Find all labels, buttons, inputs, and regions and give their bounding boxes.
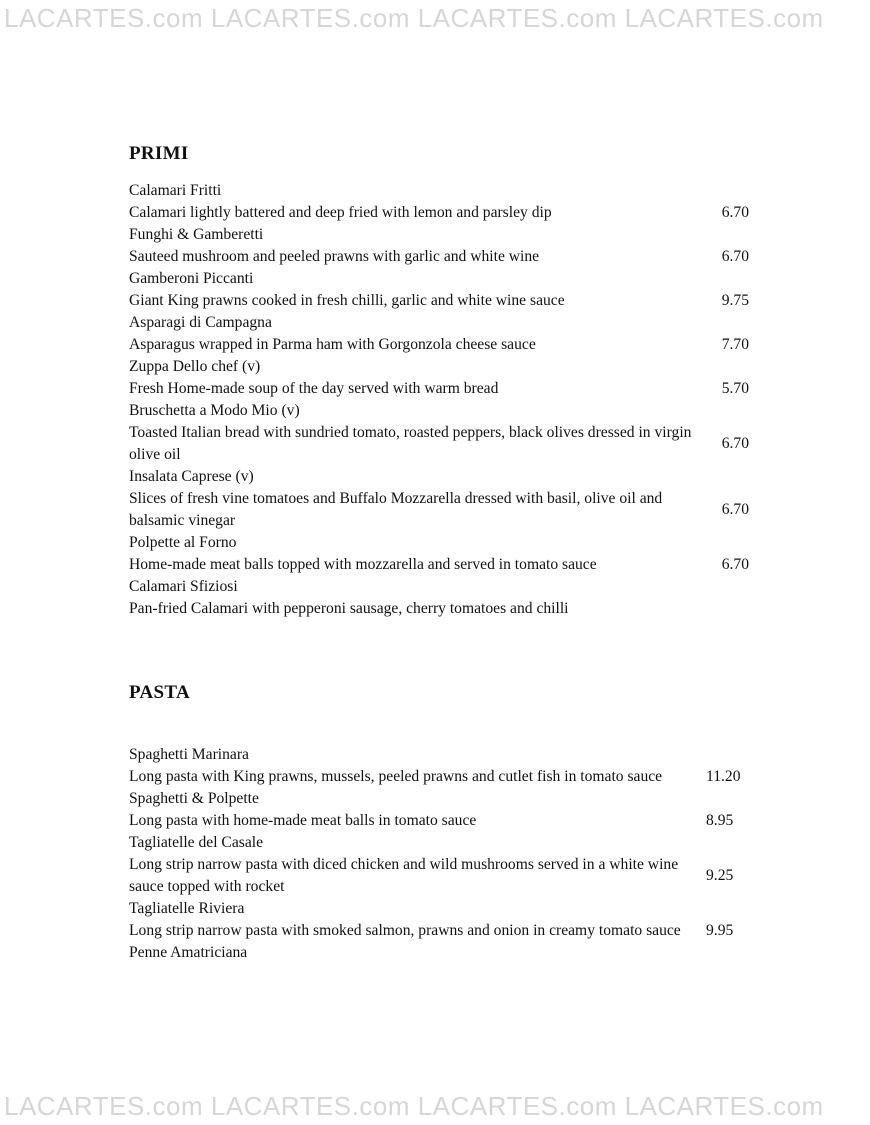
menu-item-name: Zuppa Dello chef (v)	[129, 358, 261, 375]
menu-item-description: Giant King prawns cooked in fresh chilli, garlic and white wine sauce	[129, 292, 565, 309]
menu-item-description: Asparagus wrapped in Parma ham with Gorgonzola cheese sauce	[129, 336, 536, 353]
menu-item-detail-row	[129, 854, 749, 898]
menu-item	[129, 576, 749, 620]
menu-item-detail-row	[129, 334, 749, 356]
menu-item	[129, 832, 749, 898]
menu-item-detail-row	[129, 766, 749, 788]
menu-item	[129, 224, 749, 268]
menu-item-description: Sauteed mushroom and peeled prawns with garlic and white wine	[129, 248, 540, 265]
menu-item-name: Penne Amatriciana	[129, 944, 248, 961]
menu-item	[129, 312, 749, 356]
menu-item-description: Long strip narrow pasta with diced chicken and wild mushrooms served in a white wine sauce topped with rocket	[129, 856, 679, 895]
menu-item-name: Gamberoni Piccanti	[129, 270, 254, 287]
menu-item	[129, 466, 749, 532]
menu-item-price: 9.95	[706, 922, 734, 939]
menu-item-description: Fresh Home-made soup of the day served with warm bread	[129, 380, 499, 397]
menu-item-price: 5.70	[721, 380, 749, 397]
menu-item-price: 6.70	[721, 501, 749, 518]
menu-item	[129, 744, 749, 788]
menu-list-pasta	[129, 744, 749, 964]
menu-item	[129, 180, 749, 224]
watermark-bottom: LACARTES.com LACARTES.com LACARTES.com LACARTES.com	[4, 1091, 824, 1121]
menu-item-detail-row	[129, 598, 749, 620]
watermark-top: LACARTES.com LACARTES.com LACARTES.com LACARTES.com	[4, 3, 824, 33]
menu-item-price: 9.25	[706, 867, 734, 884]
menu-item-detail-row	[129, 554, 749, 576]
menu-item	[129, 532, 749, 576]
menu-item	[129, 788, 749, 832]
menu-item-name: Polpette al Forno	[129, 534, 237, 551]
menu-item-price: 6.70	[721, 204, 749, 221]
menu-item-detail-row	[129, 202, 749, 224]
menu-item-detail-row	[129, 378, 749, 400]
menu-item-name: Asparagi di Campagna	[129, 314, 272, 331]
section-title-primi: PRIMI	[129, 143, 189, 164]
menu-item-name: Insalata Caprese (v)	[129, 468, 254, 485]
menu-item-description: Calamari lightly battered and deep fried with lemon and parsley dip	[129, 204, 552, 221]
menu-item-price: 6.70	[721, 556, 749, 573]
menu-item-price: 6.70	[721, 435, 749, 452]
menu-item-name: Spaghetti Marinara	[129, 746, 249, 763]
menu-item-description: Long strip narrow pasta with smoked salmon, prawns and onion in creamy tomato sauce	[129, 922, 681, 939]
menu-item-name: Spaghetti & Polpette	[129, 790, 259, 807]
menu-list-primi	[129, 180, 749, 620]
menu-item-description: Toasted Italian bread with sundried tomato, roasted peppers, black olives dressed in virgin olive oil	[129, 424, 692, 463]
menu-item-description: Home-made meat balls topped with mozzarella and served in tomato sauce	[129, 556, 597, 573]
menu-item-price: 9.75	[721, 292, 749, 309]
menu-item-description: Slices of fresh vine tomatoes and Buffalo Mozzarella dressed with basil, olive oil and balsamic vinegar	[129, 490, 663, 529]
menu-item-detail-row	[129, 920, 749, 942]
menu-item-detail-row	[129, 422, 749, 466]
menu-item-description: Pan-fried Calamari with pepperoni sausage, cherry tomatoes and chilli	[129, 600, 569, 617]
menu-item-detail-row	[129, 488, 749, 532]
menu-item-price: 8.95	[706, 812, 734, 829]
menu-item	[129, 942, 749, 964]
menu-item-description: Long pasta with home-made meat balls in tomato sauce	[129, 812, 477, 829]
menu-item-detail-row	[129, 246, 749, 268]
menu-item-name: Calamari Sfiziosi	[129, 578, 238, 595]
menu-item-detail-row	[129, 810, 749, 832]
menu-item	[129, 268, 749, 312]
menu-item-name: Calamari Fritti	[129, 182, 222, 199]
menu-item-price: 7.70	[721, 336, 749, 353]
menu-item-name: Bruschetta a Modo Mio (v)	[129, 402, 300, 419]
menu-item	[129, 400, 749, 466]
menu-item-name: Tagliatelle Riviera	[129, 900, 245, 917]
menu-item-price: 11.20	[706, 768, 741, 785]
menu-item-name: Funghi & Gamberetti	[129, 226, 264, 243]
menu-item-detail-row	[129, 290, 749, 312]
menu-item-price: 6.70	[721, 248, 749, 265]
menu-item-name: Tagliatelle del Casale	[129, 834, 263, 851]
section-title-pasta: PASTA	[129, 682, 190, 703]
menu-item	[129, 898, 749, 942]
menu-item-description: Long pasta with King prawns, mussels, peeled prawns and cutlet fish in tomato sauce	[129, 768, 663, 785]
menu-item	[129, 356, 749, 400]
